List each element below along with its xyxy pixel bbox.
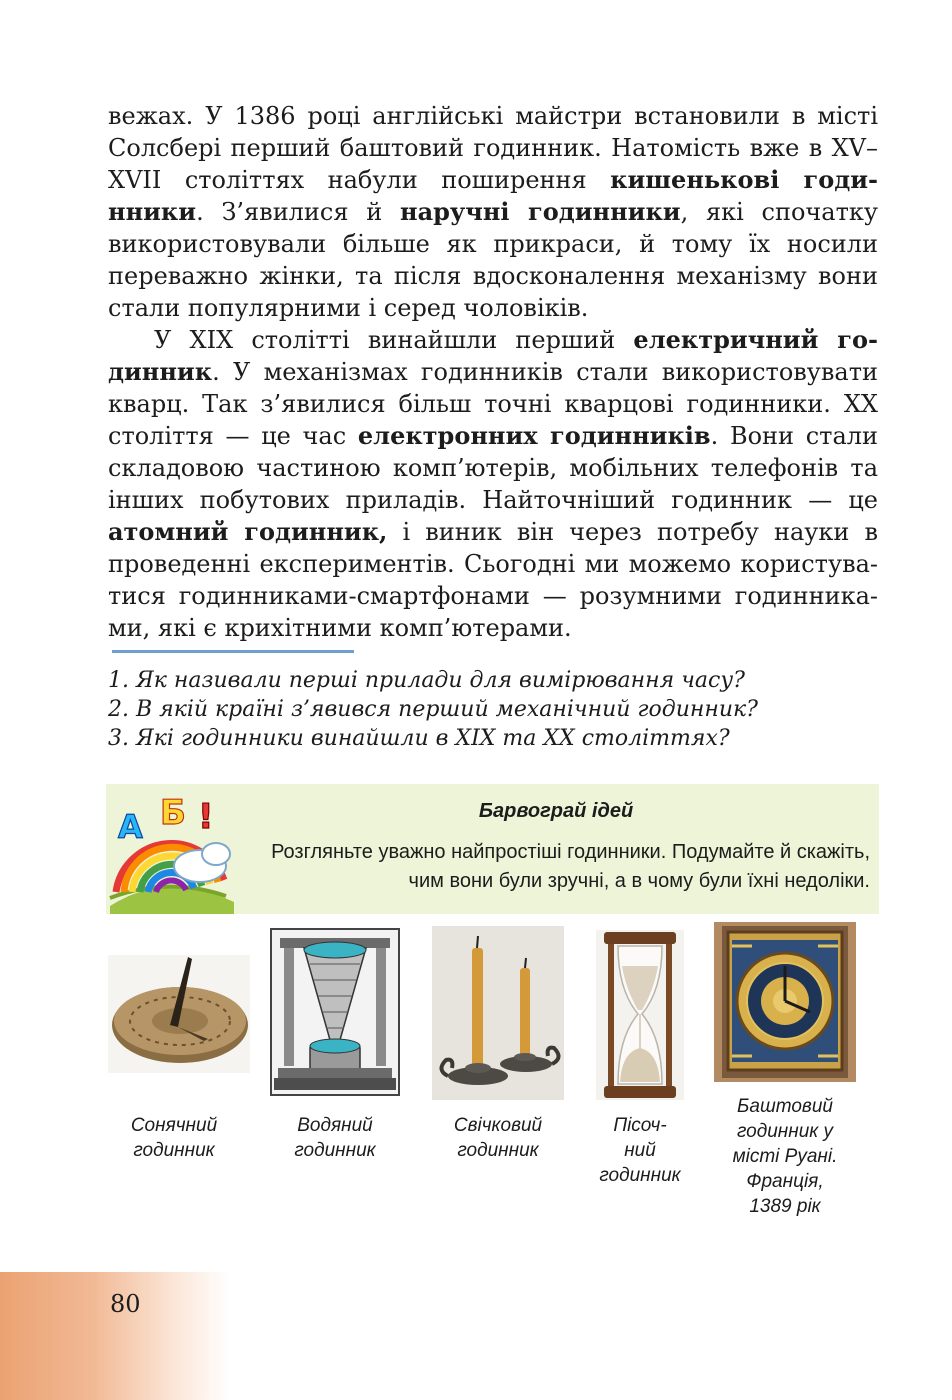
sundial-caption <box>108 1113 240 1163</box>
text-run: і виник він через потребу науки в проведенні експериментів. Сьогодні ми можемо користуватися годинниками-смартфонами — розумними годинниками, які є крихітними комп’ютерами. <box>108 518 878 642</box>
water-clock-caption <box>270 1113 400 1163</box>
questions-list <box>108 666 888 753</box>
hourglass-caption-line-1: Пісоч- <box>613 1115 667 1136</box>
paragraph-1 <box>108 100 878 324</box>
text-run: , які спочатку використовували більше як прикраси, й тому їх носили переважно жінки, та після вдосконалення механізму вони стали популярними і серед чоловіків. <box>108 198 878 322</box>
bold-term: електричний годинник <box>108 325 878 386</box>
paragraph-2 <box>108 324 878 644</box>
hourglass-caption-line-2: ний <box>624 1140 656 1161</box>
candle-clock-caption <box>432 1113 564 1163</box>
text-run: . У механізмах годинників стали використовувати кварц. Так з’явилися більш точні кварцові годинники. XX століття — це час <box>108 358 878 450</box>
bold-term: атомний годинник, <box>108 517 388 546</box>
question-1: 1. Як називали перші прилади для вимірювання часу? <box>108 668 745 693</box>
tower-clock-caption-line-1: Баштовий <box>737 1096 833 1117</box>
tower-clock-caption <box>712 1094 858 1219</box>
section-divider <box>112 650 354 653</box>
tower-clock-caption-line-3: місті Руані. <box>732 1146 838 1167</box>
text-run: вежах. У 1386 році англійські майстри встановили в місті Солсбері перший баштовий годинник. Натомість вже в XV–XVII століттях набули поширення <box>108 102 878 194</box>
bold-term: наручні годинники <box>400 197 681 226</box>
bold-term: кишенькові годинники <box>108 165 878 226</box>
question-3: 3. Які годинники винайшли в XIX та XX століттях? <box>108 726 730 751</box>
tower-clock-caption-line-5: 1389 рік <box>749 1196 821 1217</box>
tower-clock-caption-line-4: Франція, <box>746 1171 824 1192</box>
sundial-caption-line-2: годинник <box>133 1140 215 1161</box>
tower-clock-image <box>714 922 856 1082</box>
icon-letter-a: А <box>118 808 143 846</box>
text-run: . Вони стали складовою частиною комп’ютерів, мобільних телефонів та інших побутових приладів. Найточніший годинник — це <box>108 422 879 514</box>
question-2: 2. В якій країні з’явився перший механічний годинник? <box>108 697 758 722</box>
tower-clock-caption-line-2: годинник у <box>736 1121 834 1142</box>
ideas-text: Розгляньте уважно найпростіші годинники. Подумайте й скажіть, чим вони були зручні, а в чому були їхні недоліки. <box>271 841 870 892</box>
hourglass-caption-line-3: годинник <box>599 1165 681 1186</box>
text-run: У XIX столітті винайшли перший <box>154 326 634 354</box>
page-number: 80 <box>110 1290 141 1318</box>
icon-letter-b: Б <box>160 793 186 833</box>
candle-clock-image <box>432 926 564 1100</box>
sundial-caption-line-1: Сонячний <box>130 1115 218 1136</box>
candle-clock-caption-line-1: Свічковий <box>453 1115 543 1136</box>
water-clock-caption-line-1: Водяний <box>297 1115 373 1136</box>
text-run: . З’явилися й <box>196 198 401 226</box>
ideas-box <box>106 784 879 914</box>
rainbow-abc-icon <box>106 784 238 914</box>
sundial-image <box>108 955 250 1073</box>
bold-term: електронних годинників <box>357 421 711 450</box>
icon-exclamation: ! <box>198 797 214 837</box>
hourglass-image <box>596 930 684 1100</box>
water-clock-image <box>270 928 400 1096</box>
hourglass-caption <box>582 1113 698 1188</box>
water-clock-caption-line-2: годинник <box>294 1140 376 1161</box>
candle-clock-caption-line-2: годинник <box>457 1140 539 1161</box>
ideas-title: Барвограй ідей <box>478 800 634 822</box>
